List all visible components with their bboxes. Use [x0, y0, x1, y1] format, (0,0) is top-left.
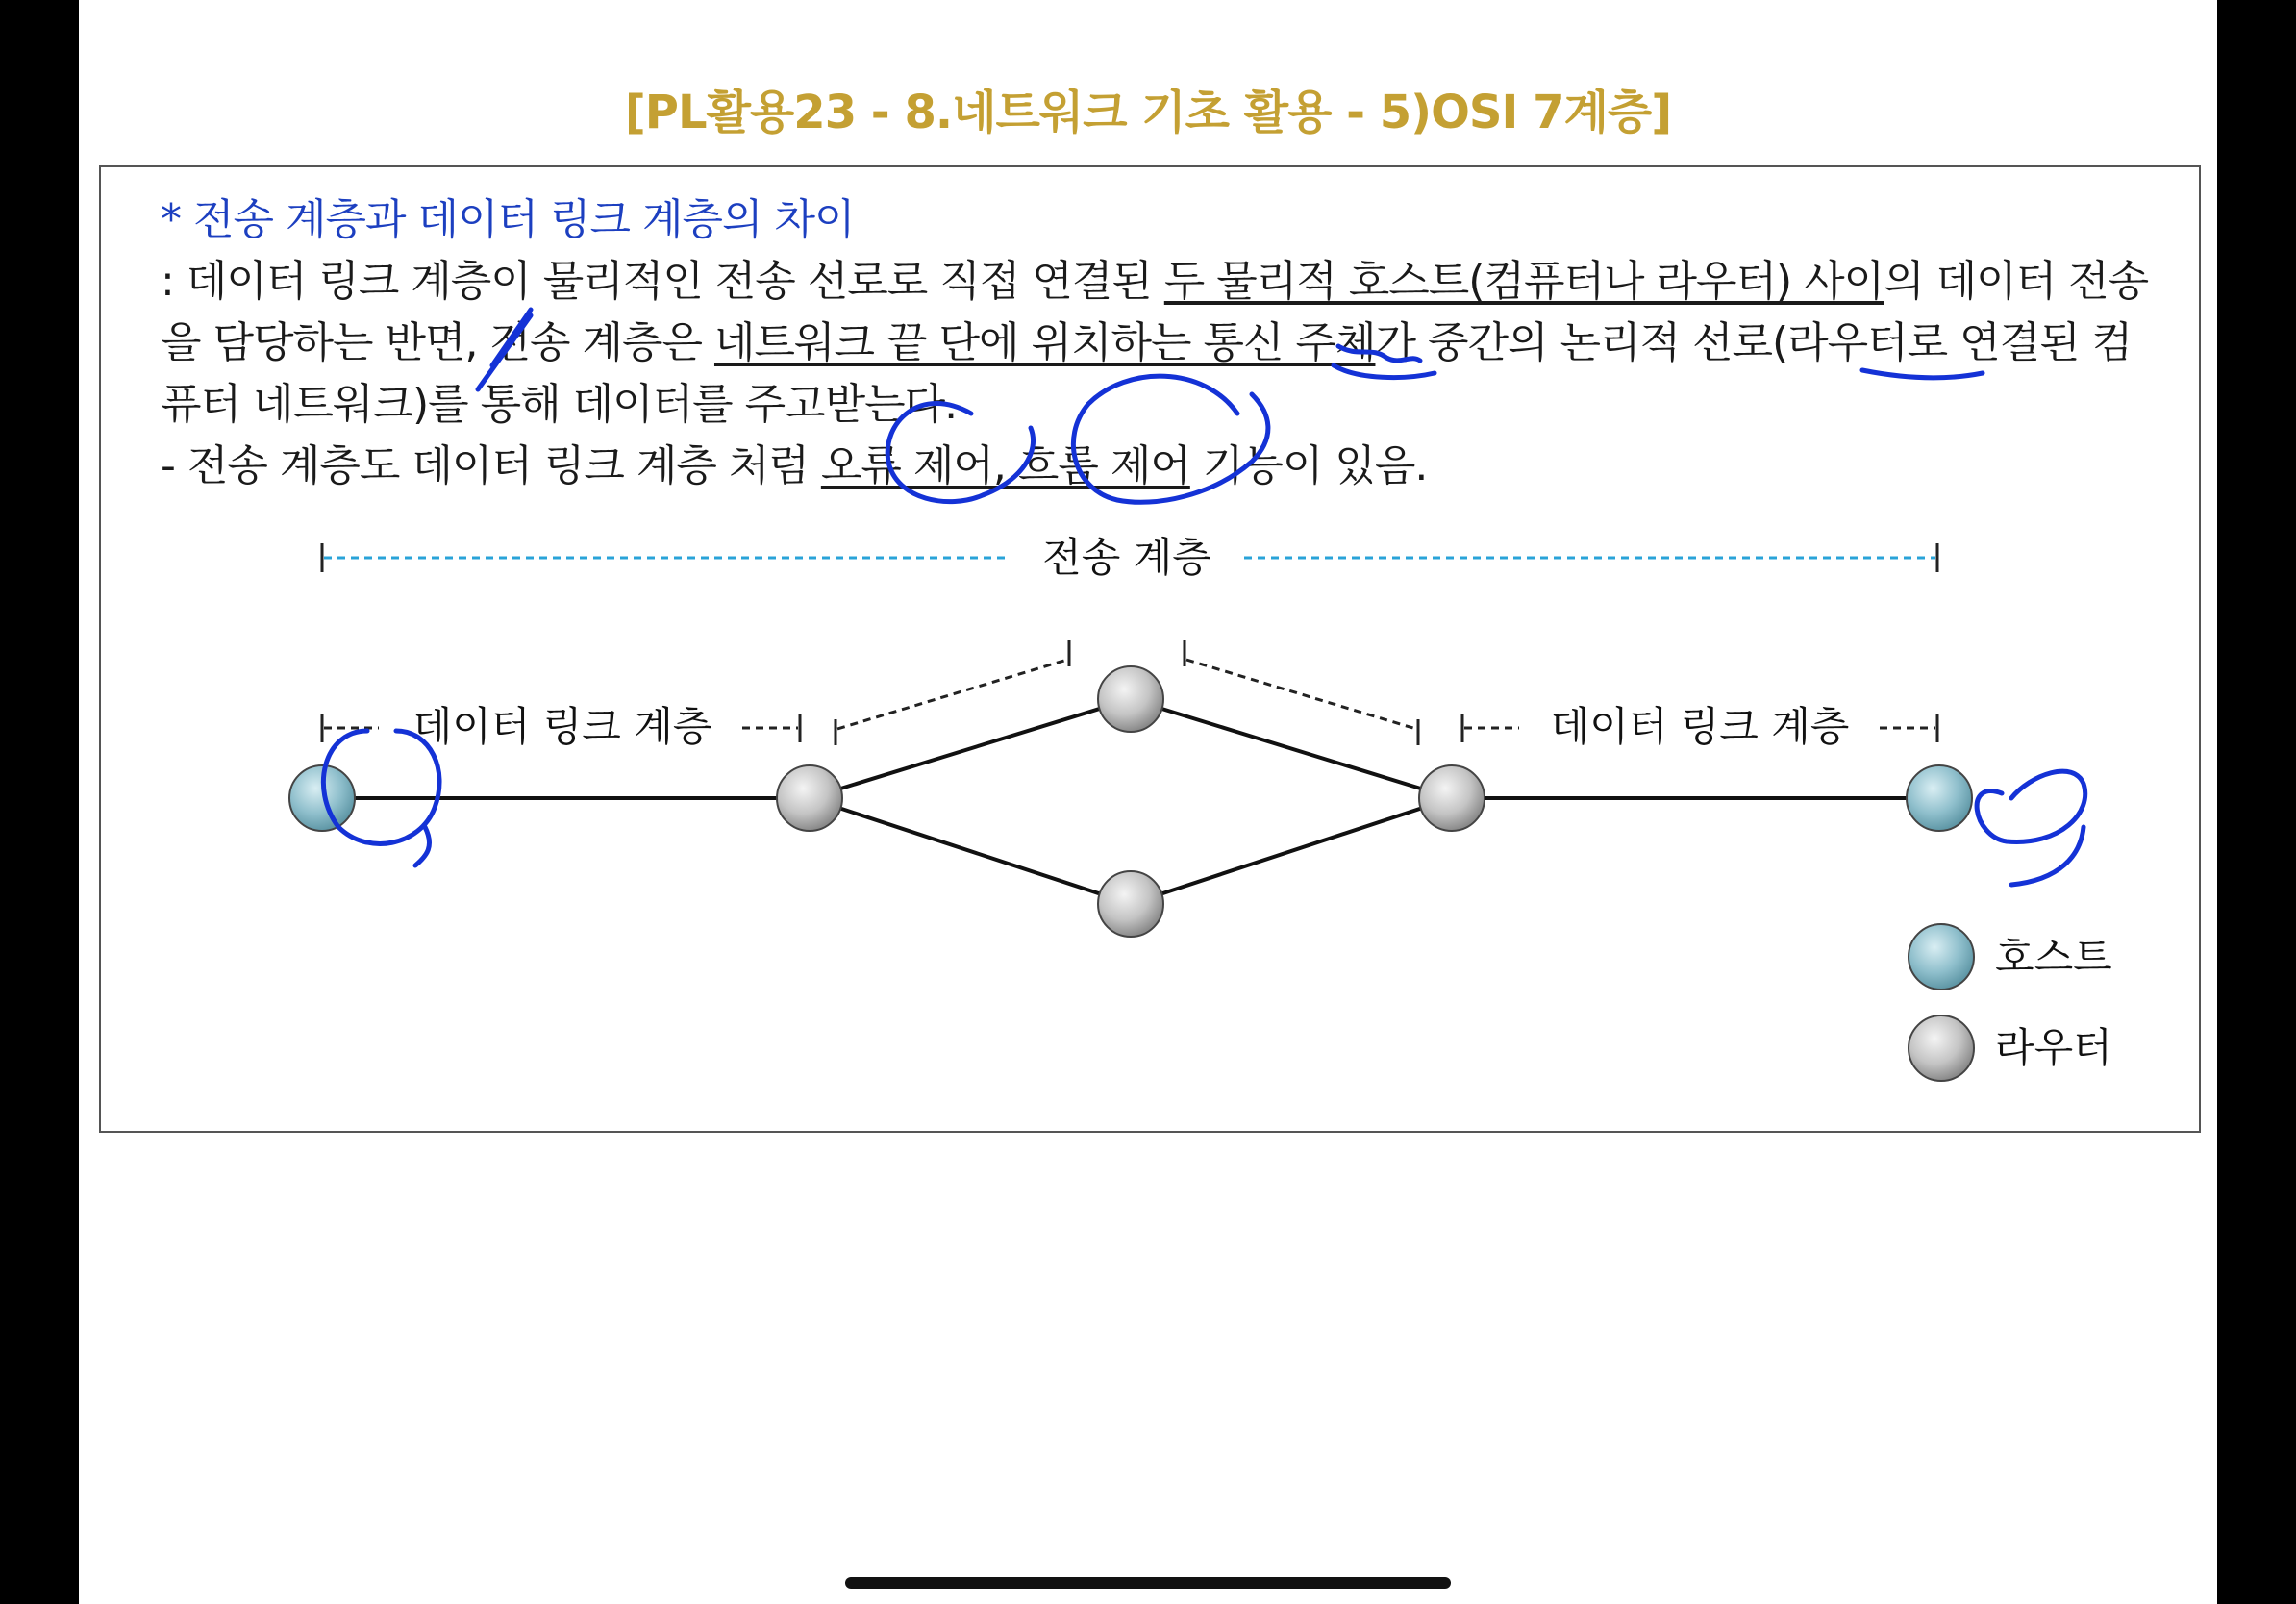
host-node-right — [1907, 765, 1972, 831]
slide-page — [79, 0, 2217, 1604]
legend-router-icon — [1909, 1015, 1974, 1081]
router-node — [1419, 765, 1485, 831]
datalink-span-right — [1462, 703, 1937, 750]
text-segment: 의 데이터 전송 — [1884, 257, 2149, 306]
datalink-left-label: 데이터 링크 계층 — [412, 703, 712, 750]
underlined-text: 두 물리적 호스트(컴퓨터나 라우터) 사이 — [1163, 257, 1884, 306]
text-segment: 가 중간의 논리적 선로(라우터로 연결된 컴 — [1375, 318, 2133, 367]
underlined-text: 오류 제어, 흐름 제어 — [820, 441, 1190, 490]
datalink-right-label: 데이터 링크 계층 — [1550, 703, 1850, 750]
datalink-span-left — [322, 703, 800, 750]
home-indicator[interactable] — [845, 1577, 1451, 1589]
text-segment: 을 담당하는 반면, 전송 계층은 — [161, 318, 714, 367]
underlined-text: 네트워크 끝 단에 위치하는 통신 주체 — [713, 318, 1376, 367]
transport-layer-label: 전송 계층 — [1042, 534, 1211, 581]
paragraph-line-3: 퓨터 네트워크)를 통해 데이터를 주고받는다. — [161, 380, 958, 429]
router-node-top — [1098, 666, 1163, 732]
legend-host-icon — [1909, 924, 1974, 990]
legend — [1909, 924, 2112, 1081]
page-title: [PL활용23 - 8.네트워크 기초 활용 - 5)OSI 7계층] — [624, 86, 1672, 139]
router-node-bottom — [1098, 871, 1163, 937]
legend-router-label: 라우터 — [1995, 1024, 2112, 1071]
network-diagram — [79, 0, 2217, 1604]
text-segment: : 데이터 링크 계층이 물리적인 전송 선로로 직접 연결된 — [161, 257, 1164, 306]
router-node — [777, 765, 842, 831]
text-segment: - 전송 계층도 데이터 링크 계층 처럼 — [161, 441, 821, 490]
text-segment: 기능이 있음. — [1189, 441, 1428, 490]
legend-host-label: 호스트 — [1995, 934, 2112, 981]
transport-span — [322, 534, 1937, 581]
section-heading: * 전송 계층과 데이터 링크 계층의 차이 — [161, 195, 855, 244]
